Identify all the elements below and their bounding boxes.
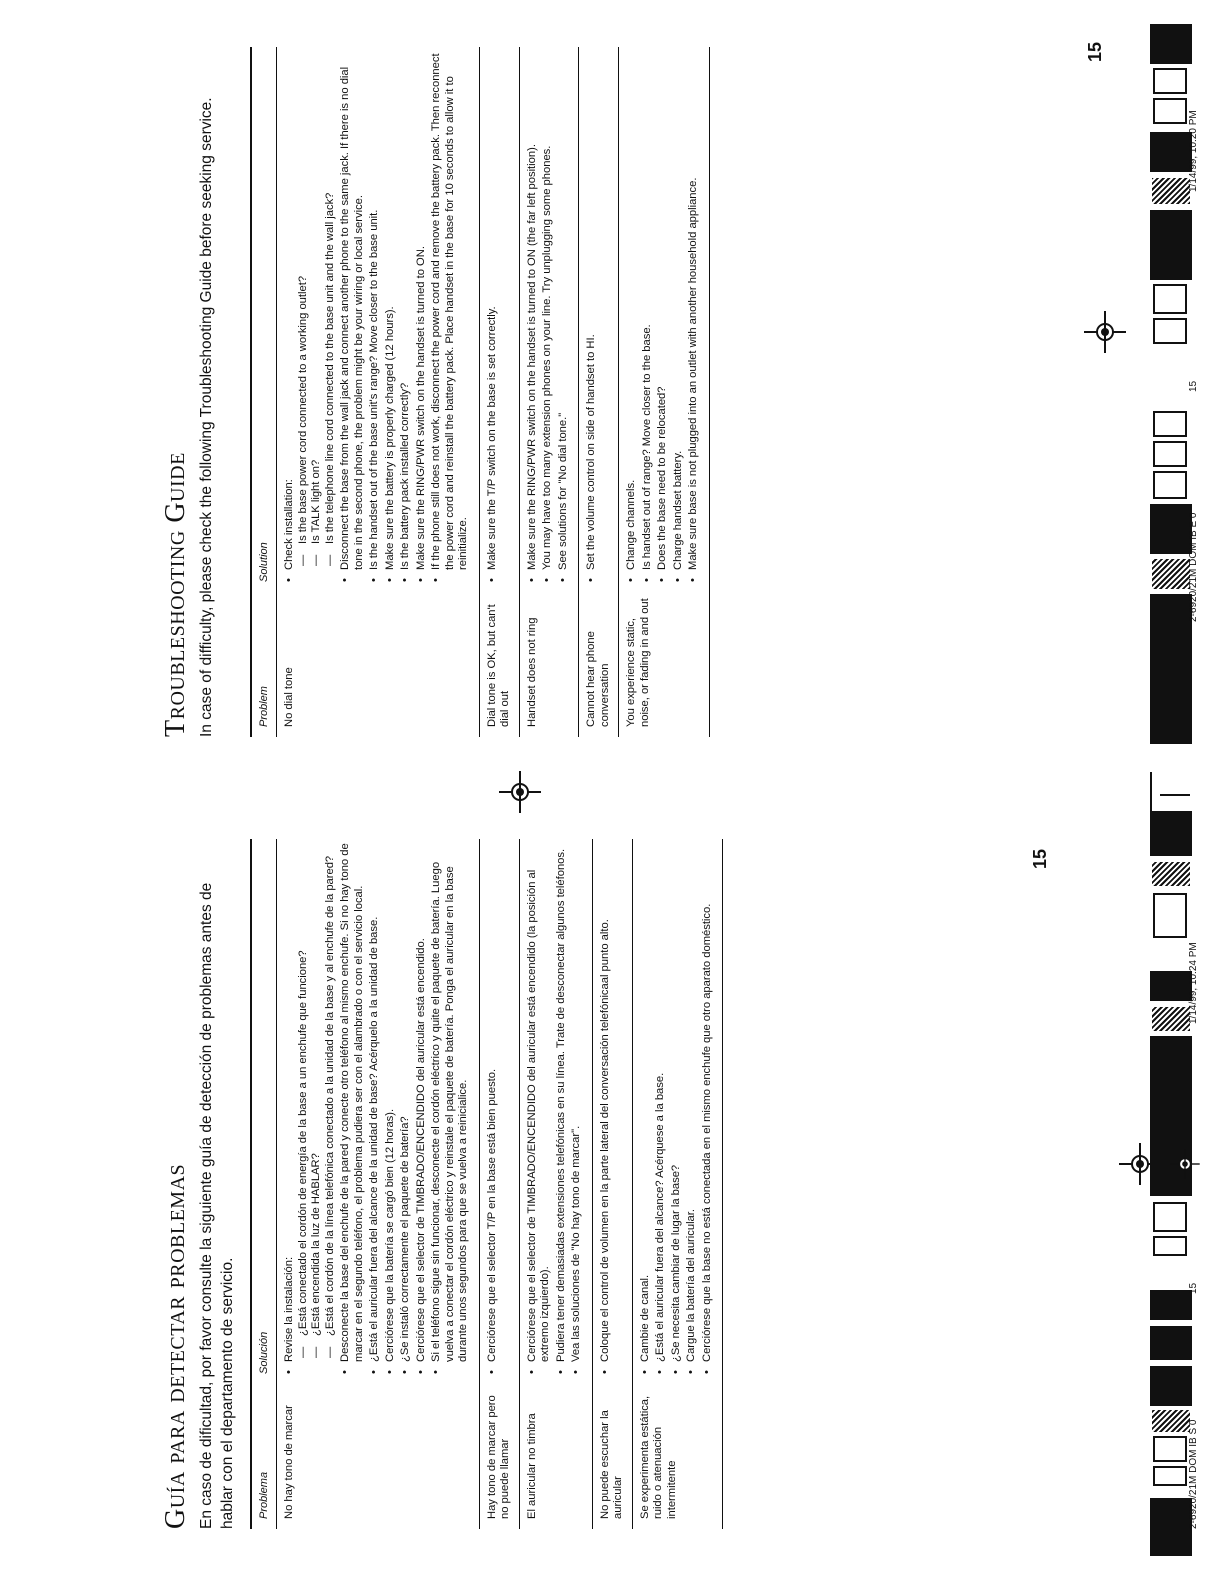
solution-item — [486, 47, 500, 582]
problem-cell: You experience static, noise, or fading in and out — [625, 598, 651, 727]
solution-text: Cambie de canal. — [638, 1274, 651, 1362]
solution-item — [399, 839, 413, 1374]
page-intro: In case of difficulty, please check the following Troubleshooting Guide before seeking service. — [198, 97, 215, 737]
solution-text: Cerciórese que el selector de TIMBRADO/ENCENDIDO del auricular está encendido. — [414, 938, 427, 1362]
solution-item — [557, 47, 571, 582]
solution-item — [399, 47, 413, 582]
solution-cell — [526, 839, 586, 1384]
problem-cell: Dial tone is OK, but can't dial out — [485, 604, 511, 727]
solution-text: ¿Está el auricular fuera del alcance? Acérquese a la base. — [654, 1072, 666, 1362]
solution-text: Set the volume control on side of handset to HI. — [585, 334, 597, 570]
solution-text: Check installation: — [283, 479, 295, 570]
solution-item — [687, 47, 701, 582]
page-title: Guía para detectar problemas — [160, 1163, 191, 1529]
problem-cell: No dial tone — [283, 667, 295, 727]
solution-text: Make sure base is not plugged into an outlet with another household appliance. — [687, 177, 699, 570]
solution-item — [339, 839, 366, 1374]
solution-cell — [486, 47, 513, 592]
problem-cell: No hay tono de marcar — [283, 1405, 295, 1519]
troubleshooting-table — [250, 47, 710, 737]
problem-cell: El auricular no timbra — [525, 1413, 538, 1519]
problem-cell: Handset does not ring — [525, 617, 538, 727]
problem-cell: Hay tono de marcar pero no puede llamar — [485, 1395, 511, 1519]
solution-text: Change channels. — [625, 479, 637, 570]
column-header-solution: Solution — [258, 542, 270, 582]
sub-question: — Is TALK light on? — [310, 47, 324, 570]
solution-item — [670, 839, 684, 1374]
solution-item — [625, 47, 639, 582]
solution-text: Is the handset out of the base unit's range? Move closer to the base unit. — [368, 209, 380, 570]
solution-item — [555, 839, 569, 1374]
solution-text: Cerciórese que el selector de TIMBRADO/ENCENDIDO del auricular está encendido (la posición al extremo izquierdo). — [525, 869, 551, 1362]
solution-cell — [599, 839, 626, 1384]
column-header-problem: Problem — [258, 686, 270, 727]
registration-mark-icon — [1090, 317, 1120, 347]
page-number: 15 — [1030, 848, 1050, 869]
solution-cell — [639, 839, 717, 1384]
registration-mark-icon — [1175, 1154, 1196, 1175]
solution-list — [486, 47, 500, 582]
solution-text: Make sure the RING/PWR switch on the handset is turned to ON (the far left position). — [525, 144, 538, 570]
table-body — [277, 839, 723, 1529]
solution-text: Cargue la batería del auricular. — [685, 1209, 697, 1362]
solution-text: Coloque el control de volumen en la parte lateral del conversación telefónicaal punto alto. — [598, 919, 611, 1362]
table-header — [252, 47, 277, 737]
solution-list — [599, 839, 613, 1374]
solution-text: Vea las soluciones de "No hay tono de marcar". — [570, 1125, 582, 1362]
solution-item — [526, 839, 553, 1374]
solution-text: Si el teléfono sigue sin funcionar, desconecte el cordón eléctrico y quite el paquete de batería. Luego vuelva a conectar el cordón eléctrico y reinstale el paquete de batería. Ponga el auricular en la base durante unos segundos para que se vuelva a reinicialice. — [430, 861, 469, 1362]
solution-text: Cerciórese que el selector T/P en la base está bien puesto. — [485, 1068, 498, 1362]
table-body — [277, 47, 710, 737]
solution-list — [625, 47, 701, 582]
page-number: 15 — [1085, 41, 1105, 62]
solution-item — [654, 839, 668, 1374]
solution-item — [656, 47, 670, 582]
solution-item — [672, 47, 686, 582]
troubleshooting-table — [250, 839, 723, 1529]
page-intro: En caso de dificultad, por favor consulte la siguiente guía de detección de problemas antes de hablar con el departamento de servicio. — [198, 882, 236, 1529]
solution-item — [430, 839, 471, 1374]
solution-item — [415, 839, 429, 1374]
solution-text: Revise la instalación: — [283, 1256, 295, 1362]
solution-item — [368, 839, 382, 1374]
table-row — [520, 839, 593, 1529]
solution-list — [526, 839, 584, 1374]
solution-text: ¿Se instaló correctamente el paquete de batería? — [399, 1116, 411, 1362]
spanish-page — [0, 792, 1213, 1584]
solution-list — [283, 839, 471, 1374]
footer-timestamp: 1/14/99, 10:20 PM — [1188, 110, 1199, 192]
solution-text: Does the base need to be relocated? — [656, 386, 668, 570]
solution-item — [283, 839, 337, 1374]
footer-timestamp: 1/14/99, 10:24 PM — [1188, 942, 1199, 1024]
solution-cell — [283, 47, 473, 592]
solution-item — [641, 47, 655, 582]
solution-text: If the phone still does not work, disconnect the power cord and remove the battery pack. Then reconnect the power cord and reinstall the battery pack. Place handset in the base for 10 seconds to allow it to reinitialize. — [430, 53, 469, 570]
solution-text: Make sure the battery is properly charged (12 hours). — [383, 306, 396, 570]
solution-cell — [585, 47, 612, 592]
solution-item — [384, 839, 398, 1374]
table-row — [277, 839, 480, 1529]
solution-item — [685, 839, 699, 1374]
solution-item — [415, 47, 429, 582]
column-header-solution: Solución — [258, 1331, 270, 1374]
table-row — [579, 47, 619, 737]
solution-item — [486, 839, 500, 1374]
sub-question: — ¿Está conectado el cordón de energía de la base a un enchufe que funcione? — [297, 839, 311, 1362]
page-title: Troubleshooting Guide — [160, 452, 191, 737]
solution-list — [283, 47, 471, 582]
registration-bar — [1150, 811, 1192, 1556]
table-row — [520, 47, 580, 737]
sub-question: — Is the telephone line cord connected to the base unit and the wall jack? — [324, 47, 338, 570]
solution-cell — [486, 839, 513, 1384]
solution-item — [585, 47, 599, 582]
footer-page: 15 — [1188, 1282, 1199, 1294]
solution-cell — [283, 839, 473, 1384]
solution-text: You may have too many extension phones on your line. Try unplugging some phones. — [541, 145, 553, 570]
solution-item — [526, 47, 540, 582]
registration-mark-icon — [1125, 1149, 1155, 1179]
sub-question: — ¿Está encendida la luz de HABLAR? — [310, 839, 324, 1362]
solution-item — [368, 47, 382, 582]
table-row — [619, 47, 710, 737]
solution-list — [486, 839, 500, 1374]
table-row — [480, 47, 520, 737]
solution-cell — [526, 47, 573, 592]
solution-list — [526, 47, 571, 582]
column-header-problem: Problema — [258, 1471, 270, 1519]
solution-item — [339, 47, 366, 582]
solution-text: See solutions for "No dial tone." — [556, 412, 569, 570]
table-row — [633, 839, 724, 1529]
footer-page: 15 — [1188, 380, 1199, 392]
footer-file-id: 2-6920/21M DOM IB E 0 — [1188, 512, 1199, 622]
solution-text: Make sure the T/P switch on the base is set correctly. — [485, 306, 498, 570]
problem-cell: Cannot hear phone conversation — [585, 631, 611, 727]
solution-list — [639, 839, 715, 1374]
solution-list — [585, 47, 599, 582]
solution-item — [283, 47, 337, 582]
table-row — [480, 839, 520, 1529]
sub-question-list — [297, 839, 338, 1362]
solution-text: Is handset out of range? Move closer to the base. — [640, 324, 653, 570]
solution-cell — [625, 47, 703, 592]
sub-question-list — [297, 47, 338, 570]
problem-cell: Se experimenta estática, ruido o atenuación intermitente — [638, 1395, 678, 1519]
solution-text: Pudiera tener demasiadas extensiones telefónicas en su línea. Trate de desconectar algunos teléfonos. — [554, 848, 567, 1362]
solution-text: Desconecte la base del enchufe de la pared y conecte otro teléfono al mismo enchufe. Si no hay tono de marcar en el segundo teléfono, el problema pudiera ser con el alambrado o con el servicio local. — [339, 843, 365, 1362]
solution-text: Disconnect the base from the wall jack and connect another phone to the same jack. If there is no dial tone in the second phone, the problem might be your wiring or local service. — [339, 66, 365, 570]
solution-item — [701, 839, 715, 1374]
solution-text: ¿Está el auricular fuera del alcance de la unidad de base? Acérquelo a la unidad de base. — [368, 916, 380, 1362]
solution-text: Cerciórese que la batería se cargó bien (12 horas). — [383, 1108, 396, 1362]
sub-question: — Is the base power cord connected to a working outlet? — [297, 47, 311, 570]
solution-item — [541, 47, 555, 582]
solution-item — [639, 839, 653, 1374]
table-header — [252, 839, 277, 1529]
sub-question: — ¿Está el cordón de la línea telefónica conectado a la unidad de la base y al enchufe de la pared? — [324, 839, 338, 1362]
solution-item — [599, 839, 613, 1374]
problem-cell: No puede escuchar la auricular — [598, 1410, 624, 1519]
solution-text: Is the battery pack installed correctly? — [399, 382, 411, 570]
solution-text: ¿Se necesita cambiar de lugar la base? — [669, 1164, 682, 1362]
solution-text: Cerciórese que la base no está conectada en el mismo enchufe que otro aparato doméstico. — [700, 903, 713, 1362]
table-row — [593, 839, 633, 1529]
solution-text: Charge handset battery. — [671, 450, 684, 570]
solution-text: Make sure the RING/PWR switch on the handset is turned to ON. — [414, 246, 427, 570]
trim-mark — [1160, 794, 1190, 796]
footer-file-id: 2-6920/21M DOM IB S 0 — [1188, 1419, 1199, 1529]
solution-item — [570, 839, 584, 1374]
table-row — [277, 47, 480, 737]
solution-item — [384, 47, 398, 582]
registration-bar — [1150, 19, 1192, 764]
solution-item — [430, 47, 471, 582]
